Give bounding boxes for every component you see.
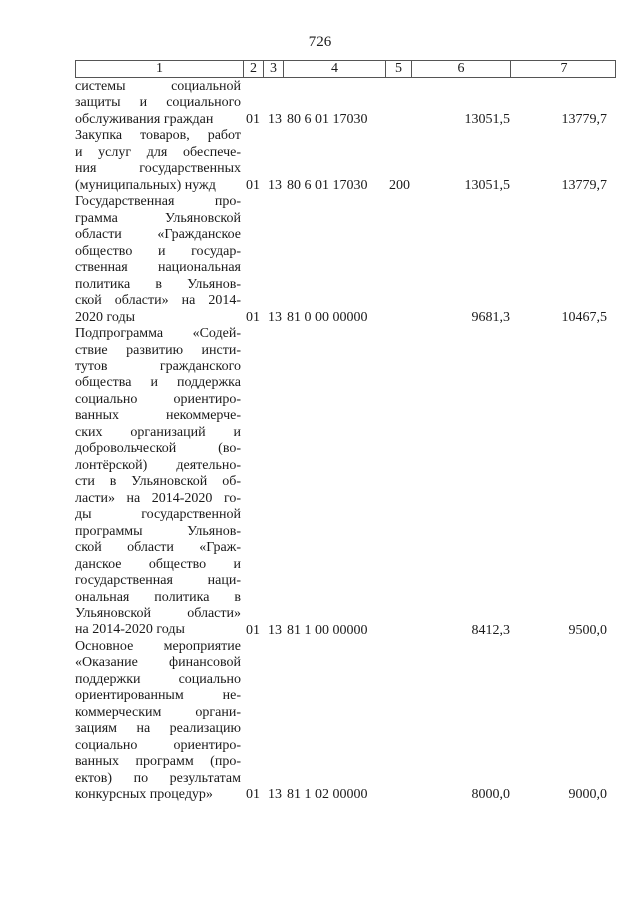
cell-c6: 13051,5 <box>464 177 510 193</box>
description-line: коммерческим органи- <box>75 704 241 720</box>
row-description <box>75 639 241 804</box>
description-line: ектов) по результатам <box>75 770 241 786</box>
description-line: ственная национальная <box>75 260 241 276</box>
cell-c3: 13 <box>268 111 282 127</box>
description-line: ванных некоммерче- <box>75 408 241 424</box>
description-line: государственная наци- <box>75 573 241 589</box>
description-line: ональная политика в <box>75 589 241 605</box>
cell-c7: 10467,5 <box>561 309 607 325</box>
description-line: ских организаций и <box>75 424 241 440</box>
cell-c2: 01 <box>246 622 260 638</box>
description-line: ствие развитию инсти- <box>75 342 241 358</box>
header-col-1: 1 <box>76 61 244 77</box>
description-line: ванных программ (про- <box>75 754 241 770</box>
description-line: (муниципальных) нужд <box>75 177 216 193</box>
description-line: системы социальной <box>75 79 241 94</box>
description-line: 2020 годы <box>75 309 136 325</box>
description-line: ния государственных <box>75 161 241 177</box>
cell-c3: 13 <box>268 622 282 638</box>
header-col-4: 4 <box>284 61 386 77</box>
header-col-2: 2 <box>244 61 264 77</box>
description-line: программы Ульянов- <box>75 523 241 539</box>
cell-c3: 13 <box>268 787 282 803</box>
description-line: тутов гражданского <box>75 358 241 374</box>
cell-c6: 8412,3 <box>471 622 510 638</box>
cell-c4: 81 1 02 00000 <box>287 787 368 803</box>
cell-c3: 13 <box>268 309 282 325</box>
description-line: данское общество и <box>75 556 241 572</box>
description-line: политика в Ульянов- <box>75 276 241 292</box>
description-line: сти в Ульяновской об- <box>75 474 241 490</box>
description-line: «Оказание финансовой <box>75 655 241 671</box>
row-description <box>75 128 241 194</box>
cell-c5: 200 <box>389 177 410 193</box>
row-description <box>75 79 241 128</box>
table-header-row <box>75 60 616 78</box>
cell-c7: 9500,0 <box>568 622 607 638</box>
description-line: Основное мероприятие <box>75 638 241 654</box>
description-line: Закупка товаров, работ <box>75 128 241 144</box>
cell-c4: 80 6 01 17030 <box>287 177 368 193</box>
description-line: лонтёрской) деятельно- <box>75 457 241 473</box>
description-line: на 2014-2020 годы <box>75 622 185 638</box>
description-line: области «Гражданское <box>75 227 241 243</box>
header-col-7: 7 <box>560 61 568 76</box>
description-line: ской области «Граж- <box>75 540 241 556</box>
description-line: добровольческой (во- <box>75 441 241 457</box>
cell-c4: 80 6 01 17030 <box>287 111 368 127</box>
cell-c7: 9000,0 <box>568 787 607 803</box>
row-description <box>75 326 241 639</box>
description-line: ской области» на 2014- <box>75 293 241 309</box>
description-line: Ульяновской области» <box>75 606 241 622</box>
description-line: зациям на реализацию <box>75 721 241 737</box>
description-line: и услуг для обеспече- <box>75 144 241 160</box>
description-line: обслуживания граждан <box>75 111 214 127</box>
description-line: Государственная про- <box>75 194 241 210</box>
description-line: общество и государ- <box>75 243 241 259</box>
cell-c2: 01 <box>246 787 260 803</box>
description-line: социально ориентиро- <box>75 391 241 407</box>
header-col-5: 5 <box>386 61 412 77</box>
cell-c7: 13779,7 <box>561 111 607 127</box>
header-col-6: 6 <box>412 61 511 77</box>
cell-c2: 01 <box>246 177 260 193</box>
cell-c2: 01 <box>246 111 260 127</box>
description-line: поддержки социально <box>75 671 241 687</box>
header-col-3: 3 <box>264 61 284 77</box>
cell-c2: 01 <box>246 309 260 325</box>
description-line: ласти» на 2014-2020 го- <box>75 490 241 506</box>
cell-c6: 13051,5 <box>464 111 510 127</box>
cell-c4: 81 0 00 00000 <box>287 309 368 325</box>
description-line: защиты и социального <box>75 95 241 111</box>
description-line: социально ориентиро- <box>75 737 241 753</box>
description-line: общества и поддержка <box>75 375 241 391</box>
cell-c6: 8000,0 <box>471 787 510 803</box>
page-number: 726 <box>308 34 332 50</box>
cell-c3: 13 <box>268 177 282 193</box>
description-line: Подпрограмма «Содей- <box>75 326 241 342</box>
cell-c4: 81 1 00 00000 <box>287 622 368 638</box>
cell-c7: 13779,7 <box>561 177 607 193</box>
row-description <box>75 194 241 326</box>
description-line: ды государственной <box>75 507 241 523</box>
description-line: конкурсных процедур» <box>75 787 213 803</box>
description-line: ориентированным не- <box>75 688 241 704</box>
cell-c6: 9681,3 <box>471 309 510 325</box>
description-line: грамма Ульяновской <box>75 210 241 226</box>
